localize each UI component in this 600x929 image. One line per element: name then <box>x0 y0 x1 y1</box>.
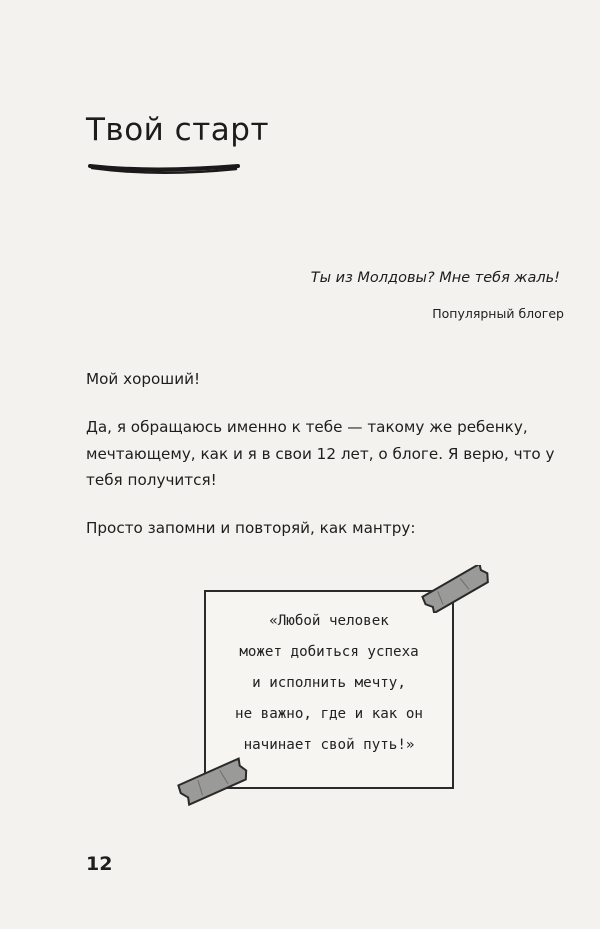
mantra-line: «Любой человек <box>269 613 389 629</box>
epigraph-author: Популярный блогер <box>432 306 564 321</box>
mantra-text <box>204 606 454 761</box>
title-underline <box>86 156 246 178</box>
page-number: 12 <box>86 853 113 875</box>
tape-strip-bottom <box>174 755 252 809</box>
mantra-note <box>174 565 504 825</box>
mantra-line: не важно, где и как он <box>235 706 423 722</box>
main-paragraph: Да, я обращаюсь именно к тебе — такому же ребенку, мечтающему, как и я в свои 12 лет, о блоге. Я верю, что у тебя получится! <box>86 418 555 489</box>
greeting-paragraph: Мой хороший! <box>86 370 201 388</box>
epigraph-quote: Ты из Молдовы? Мне тебя жаль! <box>310 270 560 286</box>
chapter-title: Твой старт <box>86 112 270 148</box>
mantra-line: может добиться успеха <box>239 644 419 660</box>
mantra-line: начинает свой путь!» <box>243 737 415 753</box>
tape-strip-top <box>417 565 495 613</box>
mantra-intro-paragraph: Просто запомни и повторяй, как мантру: <box>86 519 416 537</box>
mantra-line: и исполнить мечту, <box>252 675 406 691</box>
